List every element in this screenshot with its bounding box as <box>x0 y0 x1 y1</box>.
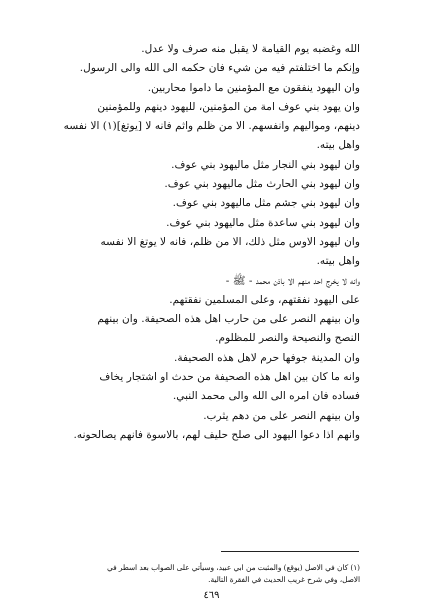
text-line: وان ليهود بني الحارث مثل ماليهود بني عوف. <box>164 178 360 191</box>
text-line: وانهم اذا دعوا اليهود الى صلح حليف لهم، بالاسوة فانهم يصالحونه. <box>73 428 360 441</box>
text-line: وان ليهود الاوس مثل ذلك، الا من ظلم، فانه لا يوتغ الا نفسه <box>100 235 360 248</box>
text-line: وانه ما كان بين اهل هذه الصحيفة من حدث او اشتجار يخاف <box>99 371 360 384</box>
main-text <box>60 40 360 445</box>
footnote-divider <box>221 551 359 552</box>
text-line: دينهم، ومواليهم وانفسهم. الا من ظلم واثم فانه لا [يوتغ](١) الا نفسه <box>63 120 360 133</box>
text-line: وان بينهم النصر على من حارب اهل هذه الصحيفة. وان بينهم <box>97 313 360 326</box>
text-line: على اليهود نفقتهم، وعلى المسلمين نفقتهم. <box>169 293 360 306</box>
text-line: فساده فان امره الى الله والى محمد النبي. <box>172 390 360 403</box>
footnote <box>60 562 360 586</box>
text-line: النصح والنصيحة والنصر للمظلوم. <box>215 332 360 345</box>
text-line: وان المدينة جوفها حرم لاهل هذه الصحيفة. <box>173 351 360 364</box>
text-line: وان ليهود بني ساعدة مثل ماليهود بني عوف. <box>166 216 360 229</box>
text-line: وان بينهم النصر على من دهم يثرب. <box>203 409 360 422</box>
text-line: الله وغضبه يوم القيامة لا يقبل منه صرف ولا عدل. <box>141 43 360 55</box>
text-line: وان يهود بني عوف امة من المؤمنين، لليهود دينهم وللمؤمنين <box>97 100 360 113</box>
page-number: ٤٦٩ <box>203 590 220 601</box>
footnote-line: (١) كان في الاصل (يوقع) والمثبت من ابي عبيد، وسيأتي على الصواب بعد اسطر في <box>107 563 360 572</box>
text-line: وان ليهود بني النجار مثل ماليهود بني عوف. <box>171 158 360 171</box>
text-line: وانه لا يخرج احد منهم الا باذن محمد - ﷺ - <box>225 274 360 287</box>
text-line: وإنكم ما اختلفتم فيه من شيء فان حكمه الى الله والى الرسول. <box>79 62 360 75</box>
text-line: واهل بيته. <box>316 255 360 268</box>
footnote-line: الاصل، وفي شرح غريب الحديث في الفقرة التالية. <box>208 575 360 584</box>
text-line: وان ليهود بني جشم مثل ماليهود بني عوف. <box>172 197 360 210</box>
text-line: وان اليهود ينفقون مع المؤمنين ما داموا محاربين. <box>147 81 360 94</box>
text-line: واهل بيته. <box>316 139 360 152</box>
